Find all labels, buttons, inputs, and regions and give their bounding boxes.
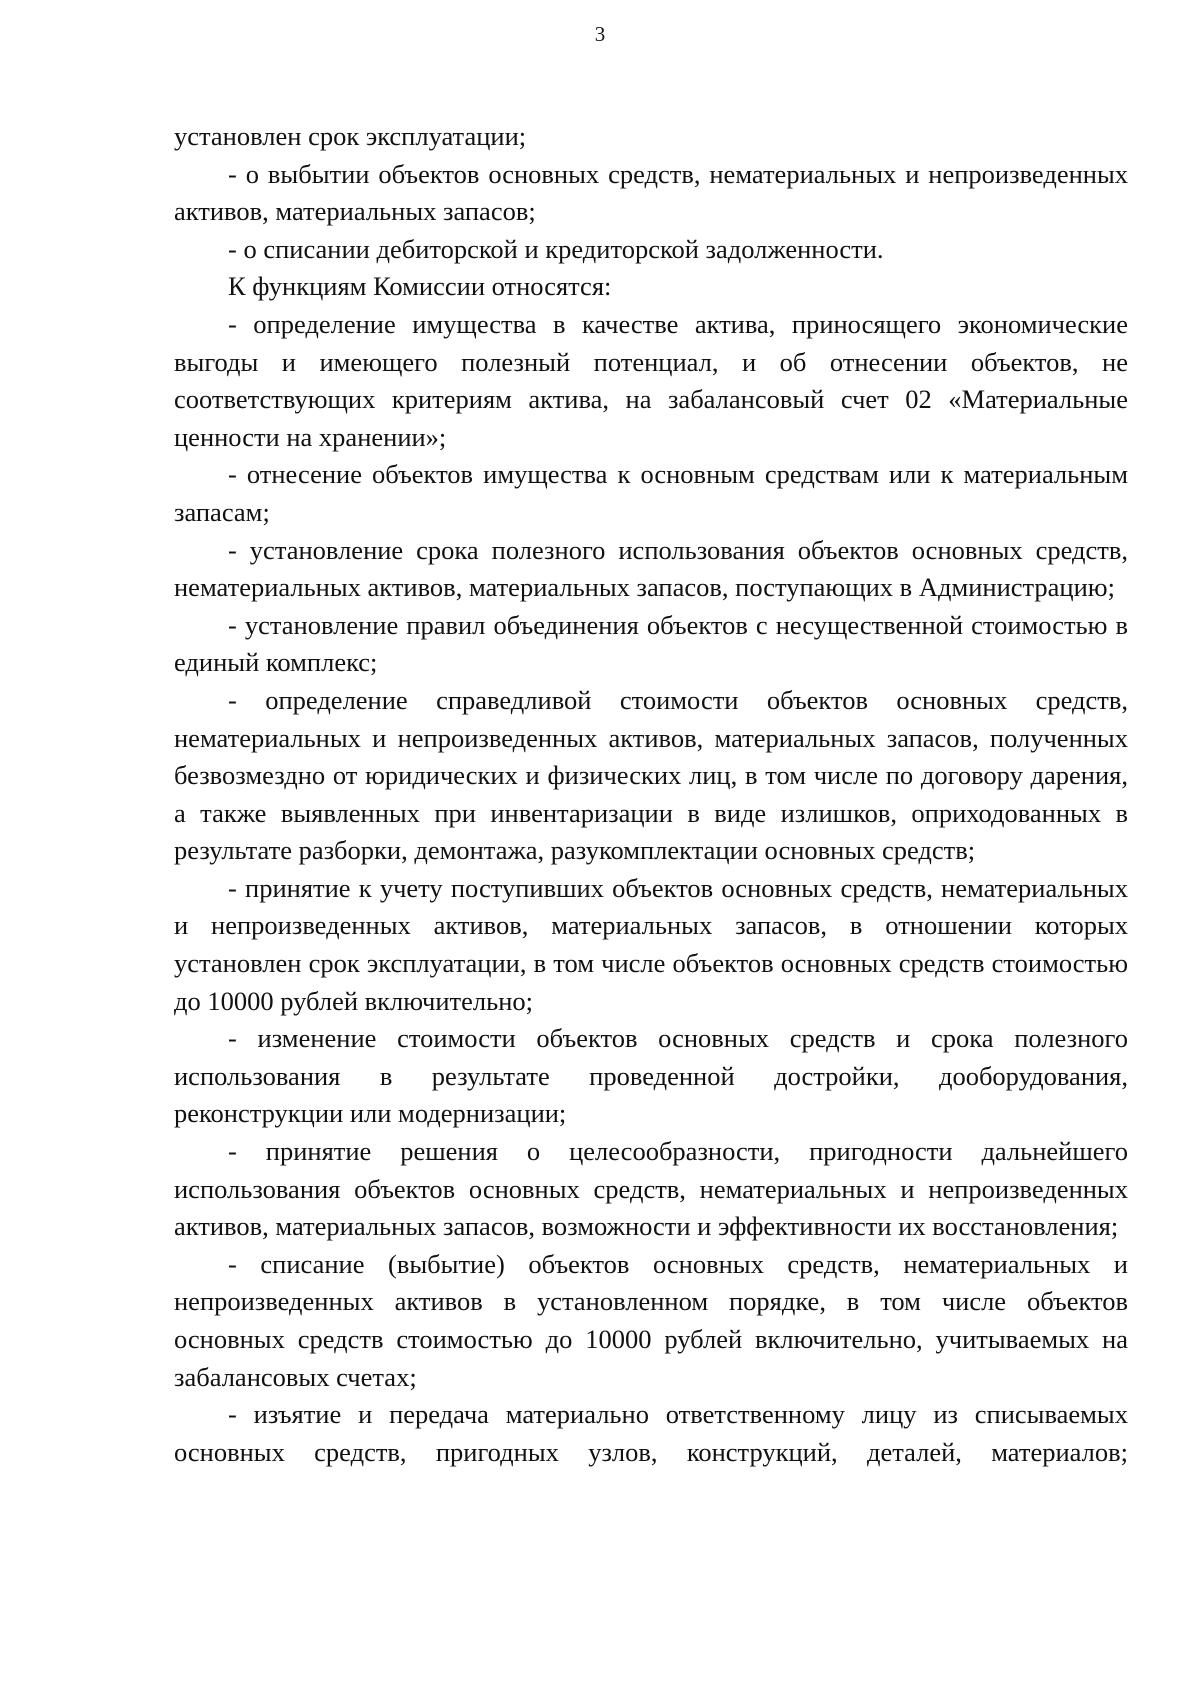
paragraph-fair-value: - определение справедливой стоимости объектов основных средств, нематериальных и непроизведенных активов, материальных запасов, полученных безвозмездно от юридических и физических лиц, в том числе по договору дарения, а также выявленных при инвентаризации в виде излишков, оприходованных в результате разборки, демонтажа, разукомплектации основных средств; xyxy=(174,684,1128,866)
paragraph-asset-classification: - отнесение объектов имущества к основным средствам или к материальным запасам; xyxy=(174,459,1128,527)
paragraph-writeoff: - списание (выбытие) объектов основных средств, нематериальных и непроизведенных активов в установленном порядке, в том числе объектов основных средств стоимостью до 10000 рублей включительно, учитываемых на забалансовых счетах; xyxy=(174,1248,1128,1392)
paragraph-disposal: - о выбытии объектов основных средств, нематериальных и непроизведенных активов, материальных запасов; xyxy=(174,158,1128,227)
paragraph-debt-writeoff: - о списании дебиторской и кредиторской задолженности. xyxy=(228,233,884,264)
paragraph-usability-decision: - принятие решения о целесообразности, пригодности дальнейшего использования объектов основных средств, нематериальных и непроизведенных активов, материальных запасов, возможности и эффективности их восстановления; xyxy=(174,1136,1128,1242)
paragraph-functions-heading: К функциям Комиссии относятся: xyxy=(228,271,612,302)
paragraph-grouping-rules: - установление правил объединения объектов с несущественной стоимостью в единый комплекс; xyxy=(174,609,1128,678)
paragraph-asset-definition: - определение имущества в качестве актива, приносящего экономические выгоды и имеющего полезный потенциал, и об отнесении объектов, не соответствующих критериям актива, на забалансовый счет 02 «Материальные ценности на хранении»; xyxy=(174,308,1128,452)
paragraph-acceptance: - принятие к учету поступивших объектов основных средств, нематериальных и непроизведенных активов, материальных запасов, в отношении которых установлен срок эксплуатации, в том числе объектов основных средств стоимостью до 10000 рублей включительно; xyxy=(174,872,1128,1016)
paragraph-useful-life: - установление срока полезного использования объектов основных средств, нематериальных активов, материальных запасов, поступающих в Администрацию; xyxy=(174,534,1128,603)
paragraph-parts-removal: - изъятие и передача материально ответственному лицу из списываемых основных средств, пригодных узлов, конструкций, деталей, материалов; xyxy=(174,1399,1128,1467)
page-number: 3 xyxy=(594,22,606,46)
document-body xyxy=(174,118,1128,1471)
paragraph-continuation: установлен срок эксплуатации; xyxy=(174,121,527,151)
paragraph-value-change: - изменение стоимости объектов основных средств и срока полезного использования в результате проведенной достройки, дооборудования, реконструкции или модернизации; xyxy=(174,1023,1128,1129)
